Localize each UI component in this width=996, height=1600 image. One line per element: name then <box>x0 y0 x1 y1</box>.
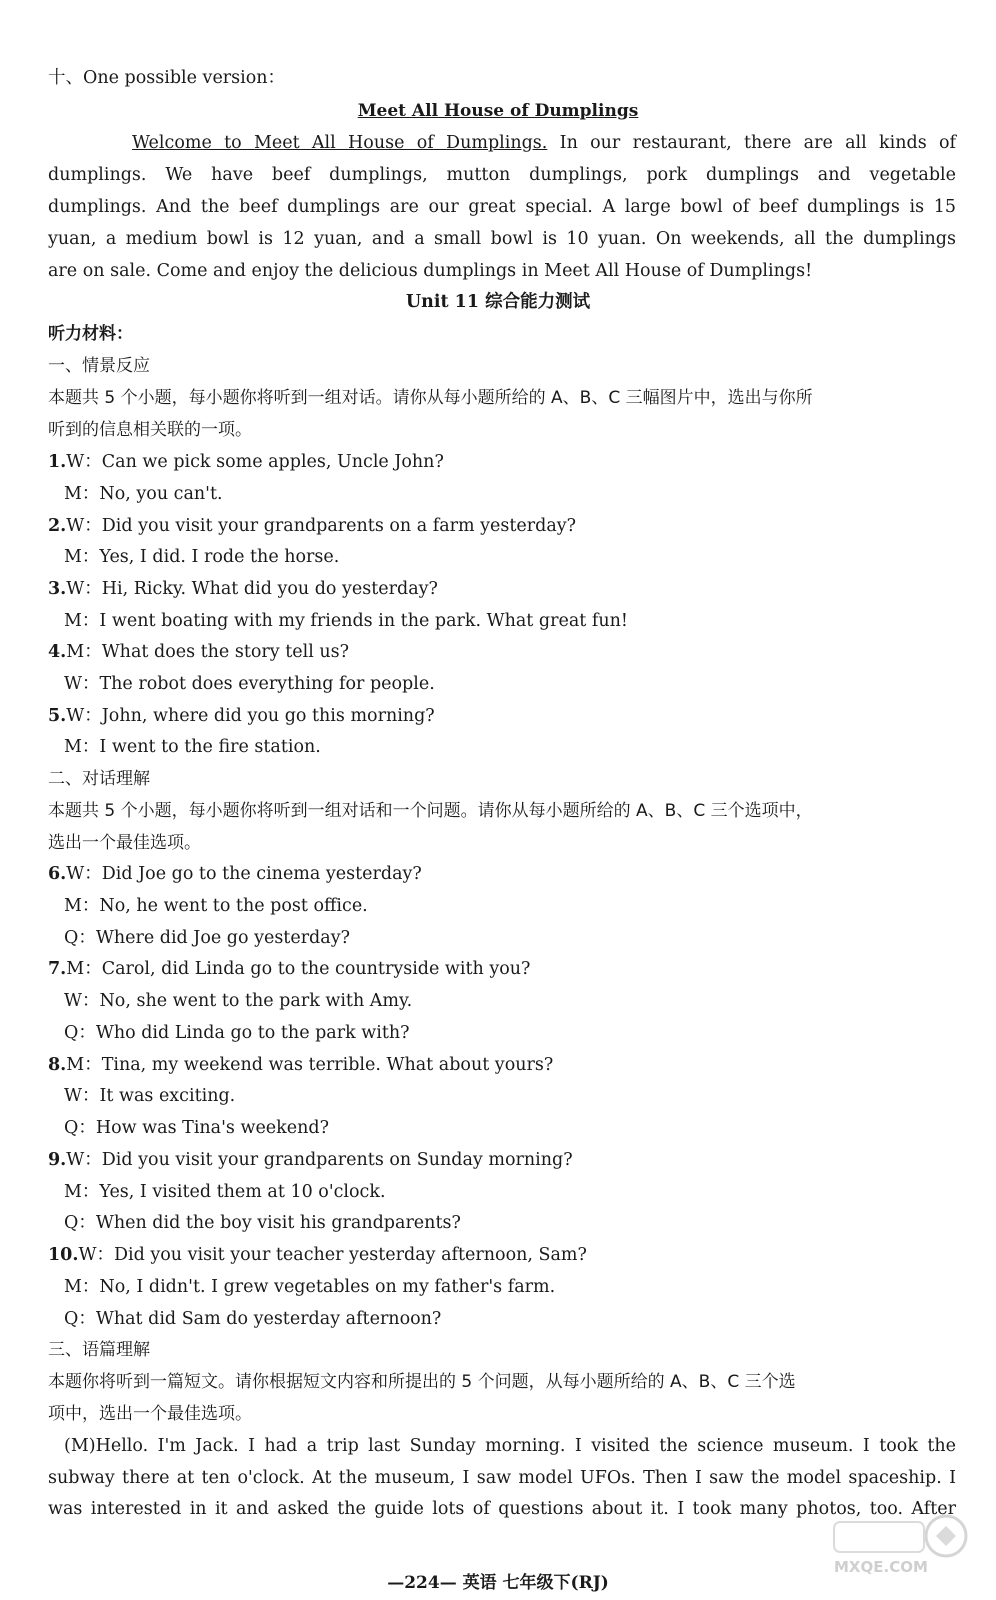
essay-line-1 <box>132 131 956 155</box>
essay-line-5: are on sale. Come and enjoy the delicious dumplings in Meet All House of Dumplings! <box>48 261 813 281</box>
item-2-line-1: 2.W：Did you visit your grandparents on a farm yesterday? <box>48 516 577 536</box>
part2-instructions-1: 本题共 5 个小题，每小题你将听到一组对话和一个问题。请你从每小题所给的 A、B、C 三个选项中， <box>48 801 813 821</box>
item-7-question: Q：Who did Linda go to the park with? <box>64 1023 410 1043</box>
essay-title: Meet All House of Dumplings <box>357 101 639 121</box>
passage-line-3: was interested in it and asked the guide lots of questions about it. I took many photos, too. After <box>48 1499 956 1519</box>
item-10-line-2: M：No, I didn't. I grew vegetables on my father's farm. <box>64 1277 556 1297</box>
item-2-line-2: M：Yes, I did. I rode the horse. <box>64 547 340 567</box>
item-8-question: Q：How was Tina's weekend? <box>64 1118 329 1138</box>
part3-heading: 三、语篇理解 <box>48 1340 150 1360</box>
item-5-line-1: 5.W：John, where did you go this morning? <box>48 706 435 726</box>
item-10-question: Q：What did Sam do yesterday afternoon? <box>64 1309 442 1329</box>
item-6-line-1: 6.W：Did Joe go to the cinema yesterday? <box>48 864 422 884</box>
item-1-line-2: M：No, you can't. <box>64 484 223 504</box>
essay-lead: Welcome to Meet All House of Dumplings. <box>132 133 548 153</box>
item-7-line-2: W：No, she went to the park with Amy. <box>64 991 413 1011</box>
essay-line-3: dumplings. And the beef dumplings are our great special. A large bowl of beef dumplings is 15 <box>48 197 956 217</box>
essay-line-2: dumplings. We have beef dumplings, mutton dumplings, pork dumplings and vegetable <box>48 165 956 185</box>
item-4-line-2: W：The robot does everything for people. <box>64 674 435 694</box>
essay-line-1-rest: In our restaurant, there are all kinds of <box>547 133 957 153</box>
watermark-text: MXQE.COM <box>834 1558 928 1576</box>
page-footer: —224— 英语 七年级下(RJ) <box>387 1573 609 1593</box>
passage-line-1: (M)Hello. I'm Jack. I had a trip last Sunday morning. I visited the science museum. I took the <box>64 1436 956 1456</box>
item-9-question: Q：When did the boy visit his grandparents? <box>64 1213 461 1233</box>
item-6-question: Q：Where did Joe go yesterday? <box>64 928 350 948</box>
item-8-line-1: 8.M：Tina, my weekend was terrible. What about yours? <box>48 1055 554 1075</box>
part2-heading: 二、对话理解 <box>48 769 150 789</box>
part3-instructions-1: 本题你将听到一篇短文。请你根据短文内容和所提出的 5 个问题，从每小题所给的 A、B、C 三个选 <box>48 1372 796 1392</box>
part3-instructions-2: 项中，选出一个最佳选项。 <box>48 1404 252 1424</box>
listening-label: 听力材料： <box>48 324 133 344</box>
item-3-line-1: 3.W：Hi, Ricky. What did you do yesterday? <box>48 579 438 599</box>
item-9-line-1: 9.W：Did you visit your grandparents on Sunday morning? <box>48 1150 573 1170</box>
essay-line-4: yuan, a medium bowl is 12 yuan, and a small bowl is 10 yuan. On weekends, all the dumplings <box>48 229 956 249</box>
watermark-logo <box>824 1508 974 1578</box>
item-4-line-1: 4.M：What does the story tell us? <box>48 642 349 662</box>
unit-title: Unit 11 综合能力测试 <box>405 292 591 312</box>
item-9-line-2: M：Yes, I visited them at 10 o'clock. <box>64 1182 386 1202</box>
item-6-line-2: M：No, he went to the post office. <box>64 896 368 916</box>
item-5-line-2: M：I went to the fire station. <box>64 737 321 757</box>
item-8-line-2: W：It was exciting. <box>64 1086 236 1106</box>
part1-instructions-2: 听到的信息相关联的一项。 <box>48 420 252 440</box>
part1-instructions-1: 本题共 5 个小题，每小题你将听到一组对话。请你从每小题所给的 A、B、C 三幅图片中，选出与你所 <box>48 388 813 408</box>
part2-instructions-2: 选出一个最佳选项。 <box>48 833 201 853</box>
passage-line-2: subway there at ten o'clock. At the museum, I saw model UFOs. Then I saw the model spaceship. I <box>48 1468 956 1488</box>
part1-heading: 一、情景反应 <box>48 356 150 376</box>
item-3-line-2: M：I went boating with my friends in the park. What great fun! <box>64 611 628 631</box>
section-ten-label: 十、One possible version： <box>48 68 286 88</box>
item-7-line-1: 7.M：Carol, did Linda go to the countryside with you? <box>48 959 531 979</box>
item-10-line-1: 10.W：Did you visit your teacher yesterday afternoon, Sam? <box>48 1245 587 1265</box>
item-1-line-1: 1.W：Can we pick some apples, Uncle John? <box>48 452 444 472</box>
